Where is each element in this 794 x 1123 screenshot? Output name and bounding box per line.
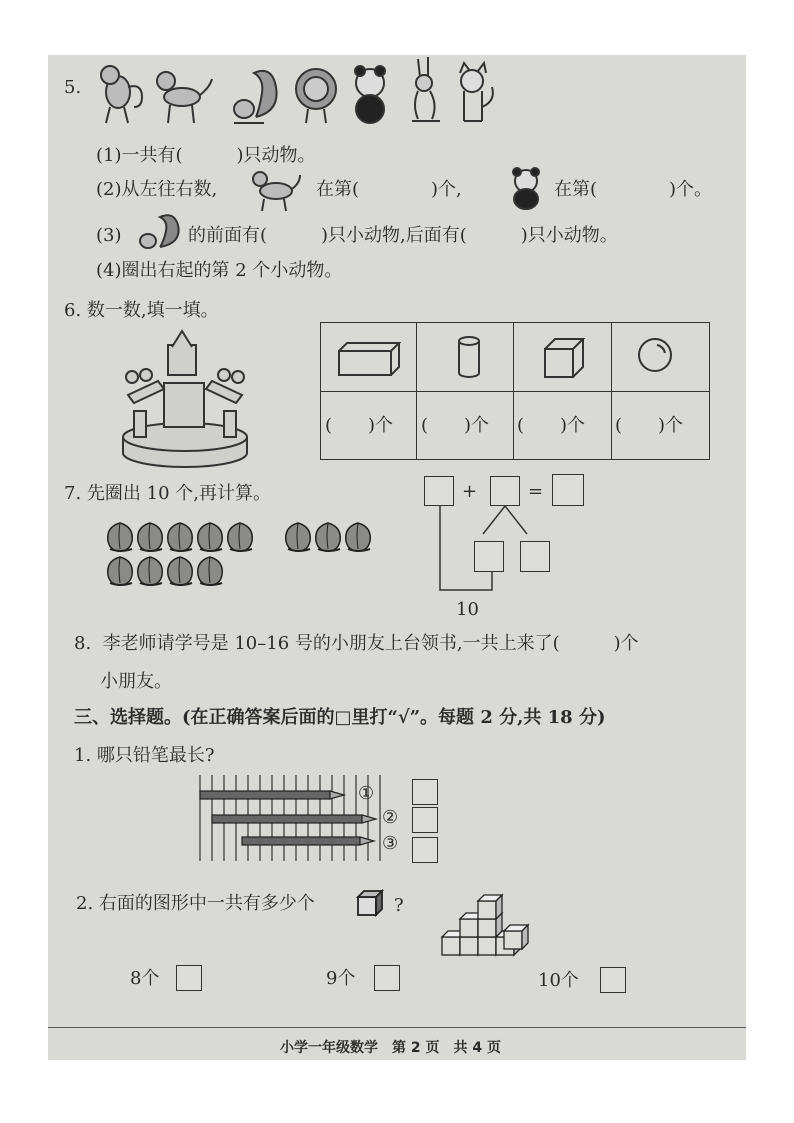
footer-page-info: 小学一年级数学 第 2 页 共 4 页 bbox=[280, 1040, 501, 1056]
q7-title: 7. 先圈出 10 个,再计算。 bbox=[64, 483, 271, 504]
cylinder-icon bbox=[449, 333, 489, 383]
sphere-icon bbox=[633, 333, 683, 383]
c1-title: 1. 哪只铅笔最长? bbox=[74, 745, 215, 766]
plus-sign: + bbox=[462, 481, 478, 502]
c1-option2-checkbox[interactable] bbox=[412, 807, 438, 833]
squirrel-icon bbox=[234, 71, 277, 123]
peach-icon bbox=[108, 523, 133, 551]
peach-icon bbox=[286, 523, 311, 551]
cat-icon bbox=[460, 63, 493, 121]
stacked-cubes-figure bbox=[440, 889, 536, 959]
peach-icon bbox=[108, 557, 133, 585]
squirrel-icon bbox=[136, 213, 184, 253]
c1-label-3: ③ bbox=[382, 833, 399, 854]
pencil-1 bbox=[200, 791, 344, 799]
split-box-right[interactable] bbox=[520, 541, 550, 572]
peach-icon bbox=[168, 557, 193, 585]
q5-line2c: 在第( )个。 bbox=[554, 179, 713, 200]
c1-label-1: ① bbox=[358, 783, 375, 804]
pencil-2 bbox=[212, 815, 376, 823]
monkey-icon bbox=[101, 66, 142, 123]
peach-icon bbox=[168, 523, 193, 551]
animal-row bbox=[96, 57, 516, 137]
c2-option-label-10: 10个 bbox=[538, 970, 579, 991]
c2-option-10-checkbox[interactable] bbox=[600, 967, 626, 993]
q5-line3b: 的前面有( )只小动物,后面有( )只小动物。 bbox=[188, 225, 618, 246]
pencil-ruler-figure bbox=[198, 775, 378, 865]
c1-option3-checkbox[interactable] bbox=[412, 837, 438, 863]
lion-icon bbox=[296, 69, 336, 123]
dog-icon bbox=[250, 167, 302, 213]
small-cube-icon bbox=[356, 889, 386, 919]
exam-page bbox=[48, 55, 746, 1060]
peach-icon bbox=[138, 557, 163, 585]
sum-box[interactable] bbox=[552, 474, 584, 506]
panda-icon bbox=[504, 165, 552, 211]
addend1-box[interactable] bbox=[424, 476, 454, 506]
peach-icon bbox=[316, 523, 341, 551]
q5-line1: (1)一共有( )只动物。 bbox=[96, 145, 316, 166]
q5-line2a: (2)从左往右数, bbox=[96, 179, 218, 200]
q5-line3a: (3) bbox=[96, 225, 122, 246]
c2-question-mark: ? bbox=[394, 895, 404, 916]
c2-option-label-9: 9个 bbox=[326, 968, 356, 989]
split-box-left[interactable] bbox=[474, 541, 504, 572]
c2-option-8-checkbox[interactable] bbox=[176, 965, 202, 991]
decomposition-lines bbox=[438, 506, 578, 606]
q5-number: 5. bbox=[64, 77, 82, 98]
peach-icon bbox=[138, 523, 163, 551]
rabbit-icon bbox=[412, 57, 440, 121]
pencil-3 bbox=[242, 837, 374, 845]
peach-icon bbox=[228, 523, 253, 551]
q8-line1: 8. 李老师请学号是 10–16 号的小朋友上台领书,一共上来了( )个 bbox=[74, 633, 639, 654]
shape-count-sphere[interactable]: ( )个 bbox=[615, 415, 684, 436]
peach-icon bbox=[198, 557, 223, 585]
footer-rule bbox=[48, 1027, 746, 1028]
ten-label: 10 bbox=[456, 599, 479, 620]
cuboid-icon bbox=[335, 339, 405, 379]
peach-group bbox=[106, 521, 396, 591]
c1-option1-checkbox[interactable] bbox=[412, 779, 438, 805]
dog-icon bbox=[157, 72, 212, 123]
equals-sign: = bbox=[528, 481, 544, 502]
q5-line4: (4)圈出右起的第 2 个小动物。 bbox=[96, 260, 343, 281]
section3-heading: 三、选择题。(在正确答案后面的□里打“√”。每题 2 分,共 18 分) bbox=[74, 707, 606, 728]
shape-count-table bbox=[320, 322, 710, 460]
addend2-box[interactable] bbox=[490, 476, 520, 506]
peach-icon bbox=[346, 523, 371, 551]
c1-label-2: ② bbox=[382, 807, 399, 828]
q6-title: 6. 数一数,填一填。 bbox=[64, 300, 219, 321]
shape-count-cube[interactable]: ( )个 bbox=[517, 415, 586, 436]
shape-count-cuboid[interactable]: ( )个 bbox=[325, 415, 394, 436]
c2-option-label-8: 8个 bbox=[130, 968, 160, 989]
cube-icon bbox=[541, 335, 591, 381]
shape-count-cylinder[interactable]: ( )个 bbox=[421, 415, 490, 436]
q5-line2b: 在第( )个, bbox=[316, 179, 462, 200]
c2-title: 2. 右面的图形中一共有多少个 bbox=[76, 893, 315, 914]
q8-line2: 小朋友。 bbox=[100, 671, 172, 692]
peach-icon bbox=[198, 523, 223, 551]
panda-icon bbox=[355, 66, 385, 123]
c2-option-9-checkbox[interactable] bbox=[374, 965, 400, 991]
block-tower-figure bbox=[120, 325, 250, 475]
